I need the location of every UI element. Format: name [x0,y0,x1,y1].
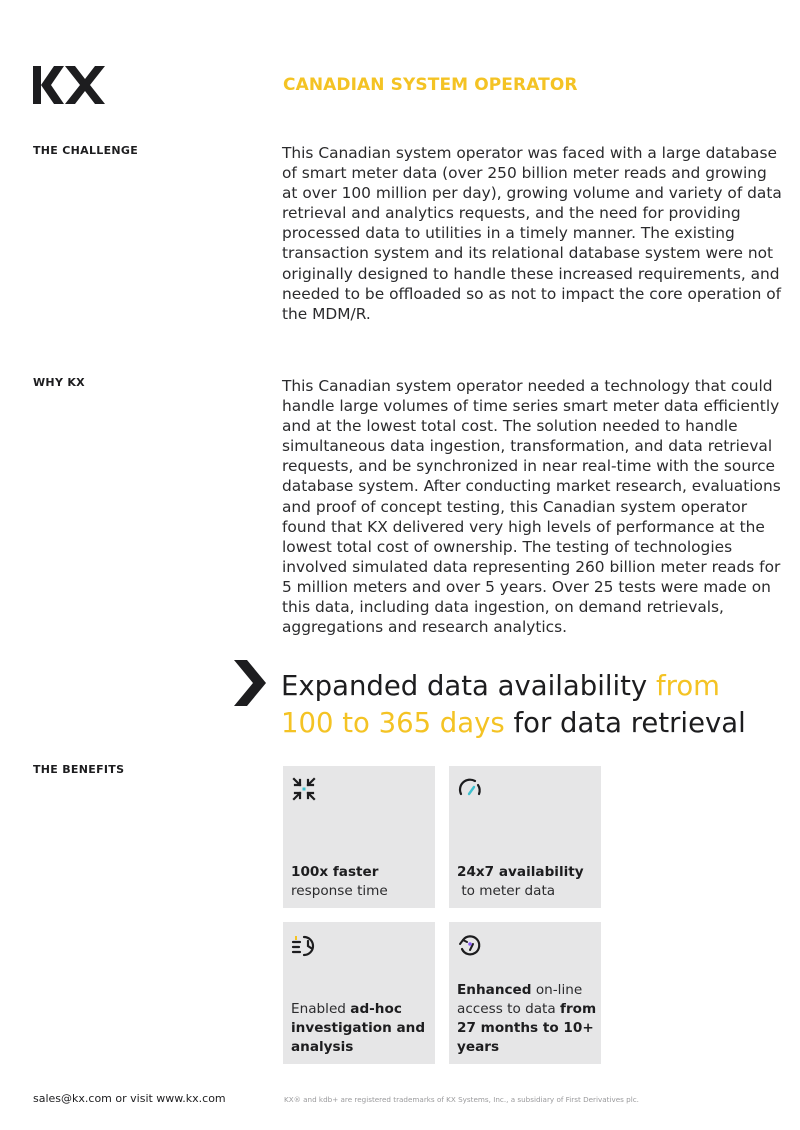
benefit-card-adhoc [283,922,435,1064]
challenge-paragraph: This Canadian system operator was faced with a large database of smart meter data (over 250 billion meter reads and growing at over 100 million per day), growing volume and variety of data retrieval and analytics requests, and the need for providing processed data to utilities in a timely manner. The existing transaction system and its relational database system were not originally designed to handle these increased requirements, and needed to be offloaded so as not to impact the core operation of the MDM/R. [282,144,782,323]
footer-legal: KX® and kdb+ are registered trademarks of KX Systems, Inc., a subsidiary of First Derivatives plc. [284,1095,639,1104]
highlight-accent: from 100 to 365 days [281,670,720,739]
benefit-bold: 100x faster [291,864,379,880]
section-label-why-kx: WHY KX [33,376,85,389]
why-kx-paragraph: This Canadian system operator needed a technology that could handle large volumes of time series smart meter data efficiently and at the lowest total cost. The solution needed to handle simultaneous data ingestion, transformation, and data retrieval requests, and be synchronized in near real-time with the source database system. After conducting market research, evaluations and proof of concept testing, this Canadian system operator found that KX delivered very high levels of performance at the lowest total cost of ownership. The testing of technologies involved simulated data representing 260 billion meter reads for 5 million meters and over 5 years. Over 25 tests were made on this data, including data ingestion, on demand retrievals, aggregations and research analytics. [282,377,781,637]
highlight-text-start: Expanded data availability [281,670,656,702]
compress-arrows-icon [291,776,317,802]
refresh-clock-icon [457,932,483,958]
highlight-text-end: for data retrieval [504,707,746,739]
benefit-text [291,863,431,901]
benefit-bold: ad-hoc investigation and analysis [291,1001,426,1055]
benefit-text [457,981,597,1057]
benefit-detail: to meter data [457,883,556,899]
benefit-card-access [449,922,601,1064]
section-label-benefits: THE BENEFITS [33,763,125,776]
benefit-detail: response time [291,883,388,899]
section-label-challenge: THE CHALLENGE [33,144,139,157]
benefit-text [291,1000,431,1057]
benefit-bold: Enhanced [457,982,532,998]
highlight-statement [281,668,781,742]
benefit-bold-range: from 27 months to 10+ years [457,1001,597,1055]
footer-contact: sales@kx.com or visit www.kx.com [33,1092,226,1105]
kx-logo [33,66,105,104]
benefit-text [457,863,597,901]
benefit-detail: on-line access to data [457,982,587,1017]
chevron-right-icon [234,660,266,706]
page-title: CANADIAN SYSTEM OPERATOR [283,75,578,95]
benefit-bold: 24x7 availability [457,864,584,880]
benefit-card-faster [283,766,435,908]
benefit-card-availability [449,766,601,908]
benefit-detail: Enabled [291,1001,351,1017]
speedometer-icon [457,776,483,802]
history-clock-icon [291,932,317,958]
